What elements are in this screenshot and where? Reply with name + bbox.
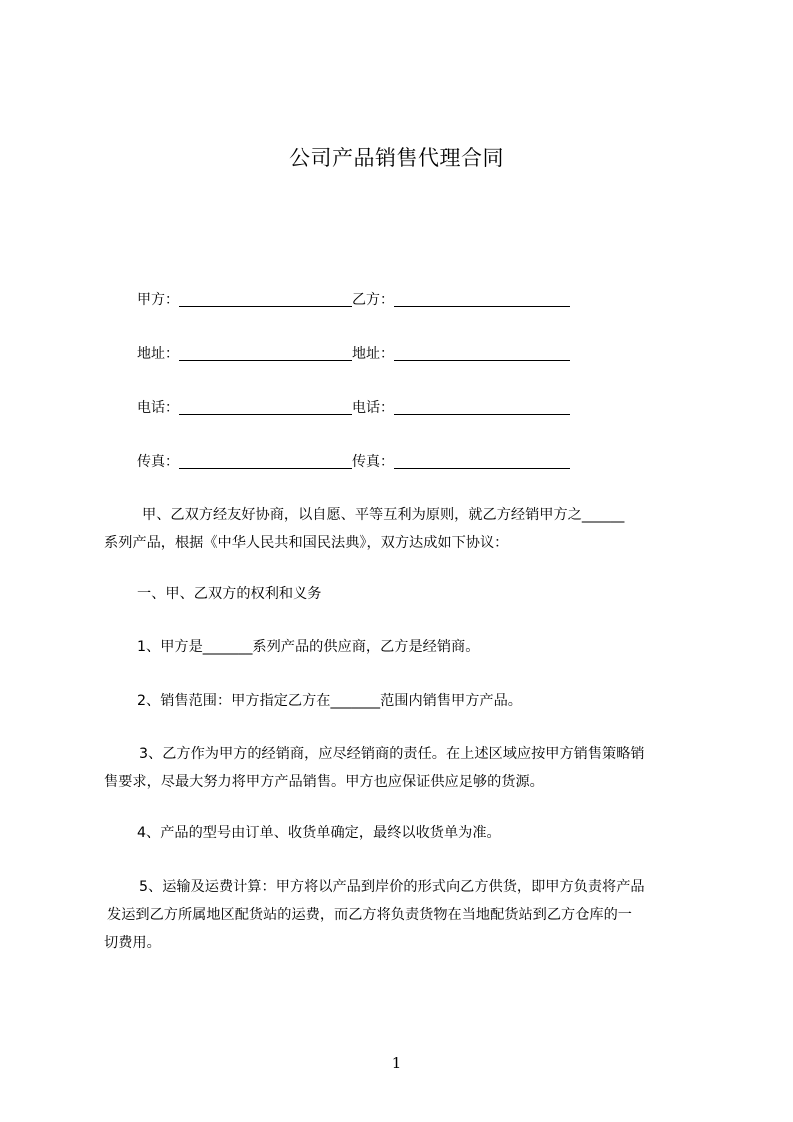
party-a-phone-label: 电话： — [137, 400, 179, 416]
party-row-phone — [137, 398, 570, 418]
party-a-address-blank — [179, 346, 352, 361]
party-b-phone-label: 电话： — [352, 400, 394, 416]
page-number: 1 — [391, 1054, 402, 1072]
section-heading: 一、甲、乙双方的权利和义务 — [137, 586, 322, 602]
clause-3-line-2: 售要求，尽最大努力将甲方产品销售。甲方也应保证供应足够的货源。 — [104, 774, 544, 790]
party-b-name-blank — [394, 292, 570, 307]
party-b-phone-blank — [394, 400, 570, 415]
clause-1: 1、甲方是_______系列产品的供应商，乙方是经销商。 — [137, 639, 480, 655]
party-row-fax — [137, 452, 570, 472]
clause-5-line-1: 5、运输及运费计算：甲方将以产品到岸价的形式向乙方供货，即甲方负责将产品 — [139, 879, 645, 895]
party-a-name-label: 甲方： — [137, 292, 179, 308]
party-a-fax-blank — [179, 454, 352, 469]
clause-4: 4、产品的型号由订单、收货单确定，最终以收货单为准。 — [137, 825, 501, 841]
party-row-address — [137, 344, 570, 364]
party-a-name-blank — [179, 292, 352, 307]
party-a-address-label: 地址： — [137, 346, 179, 362]
party-b-address-blank — [394, 346, 570, 361]
document-title: 公司产品销售代理合同 — [289, 146, 504, 170]
intro-line-1: 甲、乙双方经友好协商，以自愿、平等互利为原则，就乙方经销甲方之______ — [142, 507, 625, 523]
party-b-name-label: 乙方： — [352, 292, 394, 308]
party-b-fax-blank — [394, 454, 570, 469]
clause-5-line-3: 切费用。 — [104, 935, 161, 951]
clause-5-line-2: 发运到乙方所属地区配货站的运费，而乙方将负责货物在当地配货站到乙方仓库的一 — [107, 907, 632, 923]
clause-2: 2、销售范围：甲方指定乙方在_______范围内销售甲方产品。 — [137, 693, 522, 709]
intro-line-2: 系列产品，根据《中华人民共和国民法典》，双方达成如下协议： — [104, 535, 509, 551]
party-a-phone-blank — [179, 400, 352, 415]
clause-3-line-1: 3、乙方作为甲方的经销商，应尽经销商的责任。在上述区域应按甲方销售策略销 — [139, 746, 645, 762]
party-row-name — [137, 290, 570, 310]
party-a-fax-label: 传真： — [137, 454, 179, 470]
party-b-fax-label: 传真： — [352, 454, 394, 470]
party-b-address-label: 地址： — [352, 346, 394, 362]
